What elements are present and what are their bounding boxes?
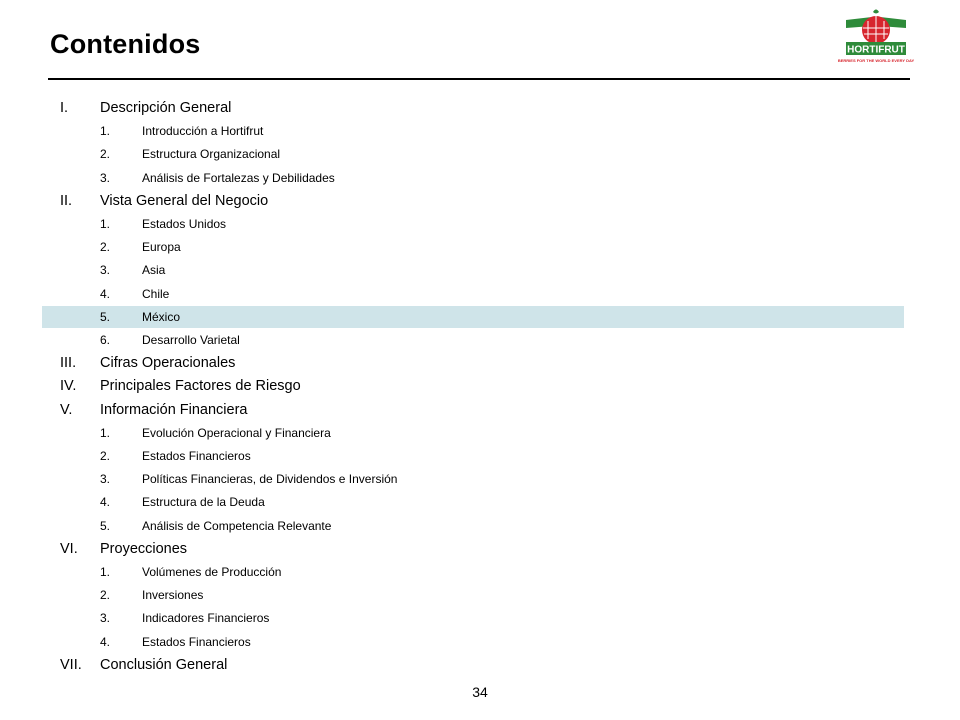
logo-tagline: BERRIES FOR THE WORLD EVERY DAY [837, 58, 915, 63]
toc-section[interactable] [42, 399, 904, 421]
toc-section-number: VII. [60, 656, 82, 673]
toc-item-number: 2. [100, 588, 111, 603]
toc-item-label: Políticas Financieras, de Dividendos e Inversión [142, 472, 398, 487]
toc-item[interactable] [42, 167, 904, 189]
toc-section-number: I. [60, 100, 69, 116]
toc-section-number: V. [60, 401, 73, 418]
toc-item[interactable] [42, 584, 904, 606]
toc-item-label: Indicadores Financieros [142, 611, 270, 626]
toc-section-label: Descripción General [100, 100, 232, 116]
toc-item-number: 1. [100, 565, 111, 579]
toc-item-label: Europa [142, 240, 181, 255]
toc-item-label: Estados Financieros [142, 449, 251, 463]
toc-item[interactable] [42, 329, 904, 351]
toc-item-number: 2. [100, 147, 111, 162]
toc-item-label: Chile [142, 286, 170, 301]
toc-item[interactable] [42, 422, 904, 444]
toc-item-label: Análisis de Competencia Relevante [142, 518, 332, 533]
toc-item-label: Estructura de la Deuda [142, 495, 265, 510]
toc-section-label: Proyecciones [100, 540, 188, 557]
page-number: 34 [472, 684, 488, 700]
toc-section[interactable] [42, 375, 904, 397]
toc-item-number: 4. [100, 495, 111, 510]
toc-section[interactable] [42, 654, 904, 676]
toc-item-label: México [142, 309, 181, 324]
toc-section-label: Vista General del Negocio [100, 192, 269, 209]
toc-item-number: 1. [100, 425, 111, 440]
toc-item-label: Estados Financieros [142, 634, 251, 649]
toc-item-label: Volúmenes de Producción [142, 565, 282, 579]
toc-item-current[interactable] [42, 306, 904, 328]
toc-section-label: Principales Factores de Riesgo [100, 378, 301, 395]
toc-item-label: Análisis de Fortalezas y Debilidades [142, 170, 335, 185]
toc-item[interactable] [42, 607, 904, 629]
logo-text: HORTIFRUT [847, 44, 905, 56]
toc-section[interactable] [42, 538, 904, 560]
toc-item[interactable] [42, 468, 904, 490]
toc-item[interactable] [42, 213, 904, 235]
toc-section-number: III. [60, 355, 77, 372]
toc-item-label: Inversiones [142, 588, 204, 603]
toc-item-label: Estructura Organizacional [142, 147, 281, 162]
toc-item-label: Introducción a Hortifrut [142, 124, 264, 139]
toc-item[interactable] [42, 491, 904, 513]
toc-section-label: Cifras Operacionales [100, 355, 236, 372]
toc-item-number: 5. [100, 309, 111, 324]
toc-item-number: 3. [100, 611, 111, 626]
toc-item-number: 3. [100, 170, 111, 185]
toc-item-label: Desarrollo Varietal [142, 333, 240, 347]
toc-item-number: 1. [100, 124, 111, 139]
toc-item[interactable] [42, 236, 904, 258]
toc-item-number: 2. [100, 449, 111, 463]
toc-item-label: Estados Unidos [142, 217, 227, 231]
toc-item-label: Asia [142, 263, 166, 278]
toc-section[interactable] [42, 352, 904, 374]
toc-item-number: 4. [100, 634, 111, 649]
toc-section-number: IV. [60, 378, 77, 395]
toc-item-number: 4. [100, 286, 111, 301]
toc-section-label: Información Financiera [100, 401, 248, 418]
toc-item[interactable] [42, 283, 904, 305]
toc-item-number: 6. [100, 333, 111, 347]
toc-item-number: 5. [100, 518, 111, 533]
page-title: Contenidos [50, 29, 201, 59]
toc-item[interactable] [42, 561, 904, 583]
toc-section-label: Conclusión General [100, 656, 228, 673]
toc-item-number: 2. [100, 240, 111, 255]
toc-item-number: 3. [100, 263, 111, 278]
toc-item[interactable] [42, 631, 904, 653]
toc-item-number: 1. [100, 217, 111, 231]
toc-item-number: 3. [100, 472, 111, 487]
toc-item[interactable] [42, 445, 904, 467]
toc-item[interactable] [42, 515, 904, 537]
toc-item[interactable] [42, 259, 904, 281]
toc-item[interactable] [42, 120, 904, 142]
toc-item[interactable] [42, 143, 904, 165]
toc-section-number: VI. [60, 540, 78, 557]
toc-item-label: Evolución Operacional y Financiera [142, 425, 331, 440]
toc-section[interactable] [42, 190, 904, 212]
toc-section[interactable] [42, 97, 904, 119]
toc-section-number: II. [60, 192, 73, 209]
